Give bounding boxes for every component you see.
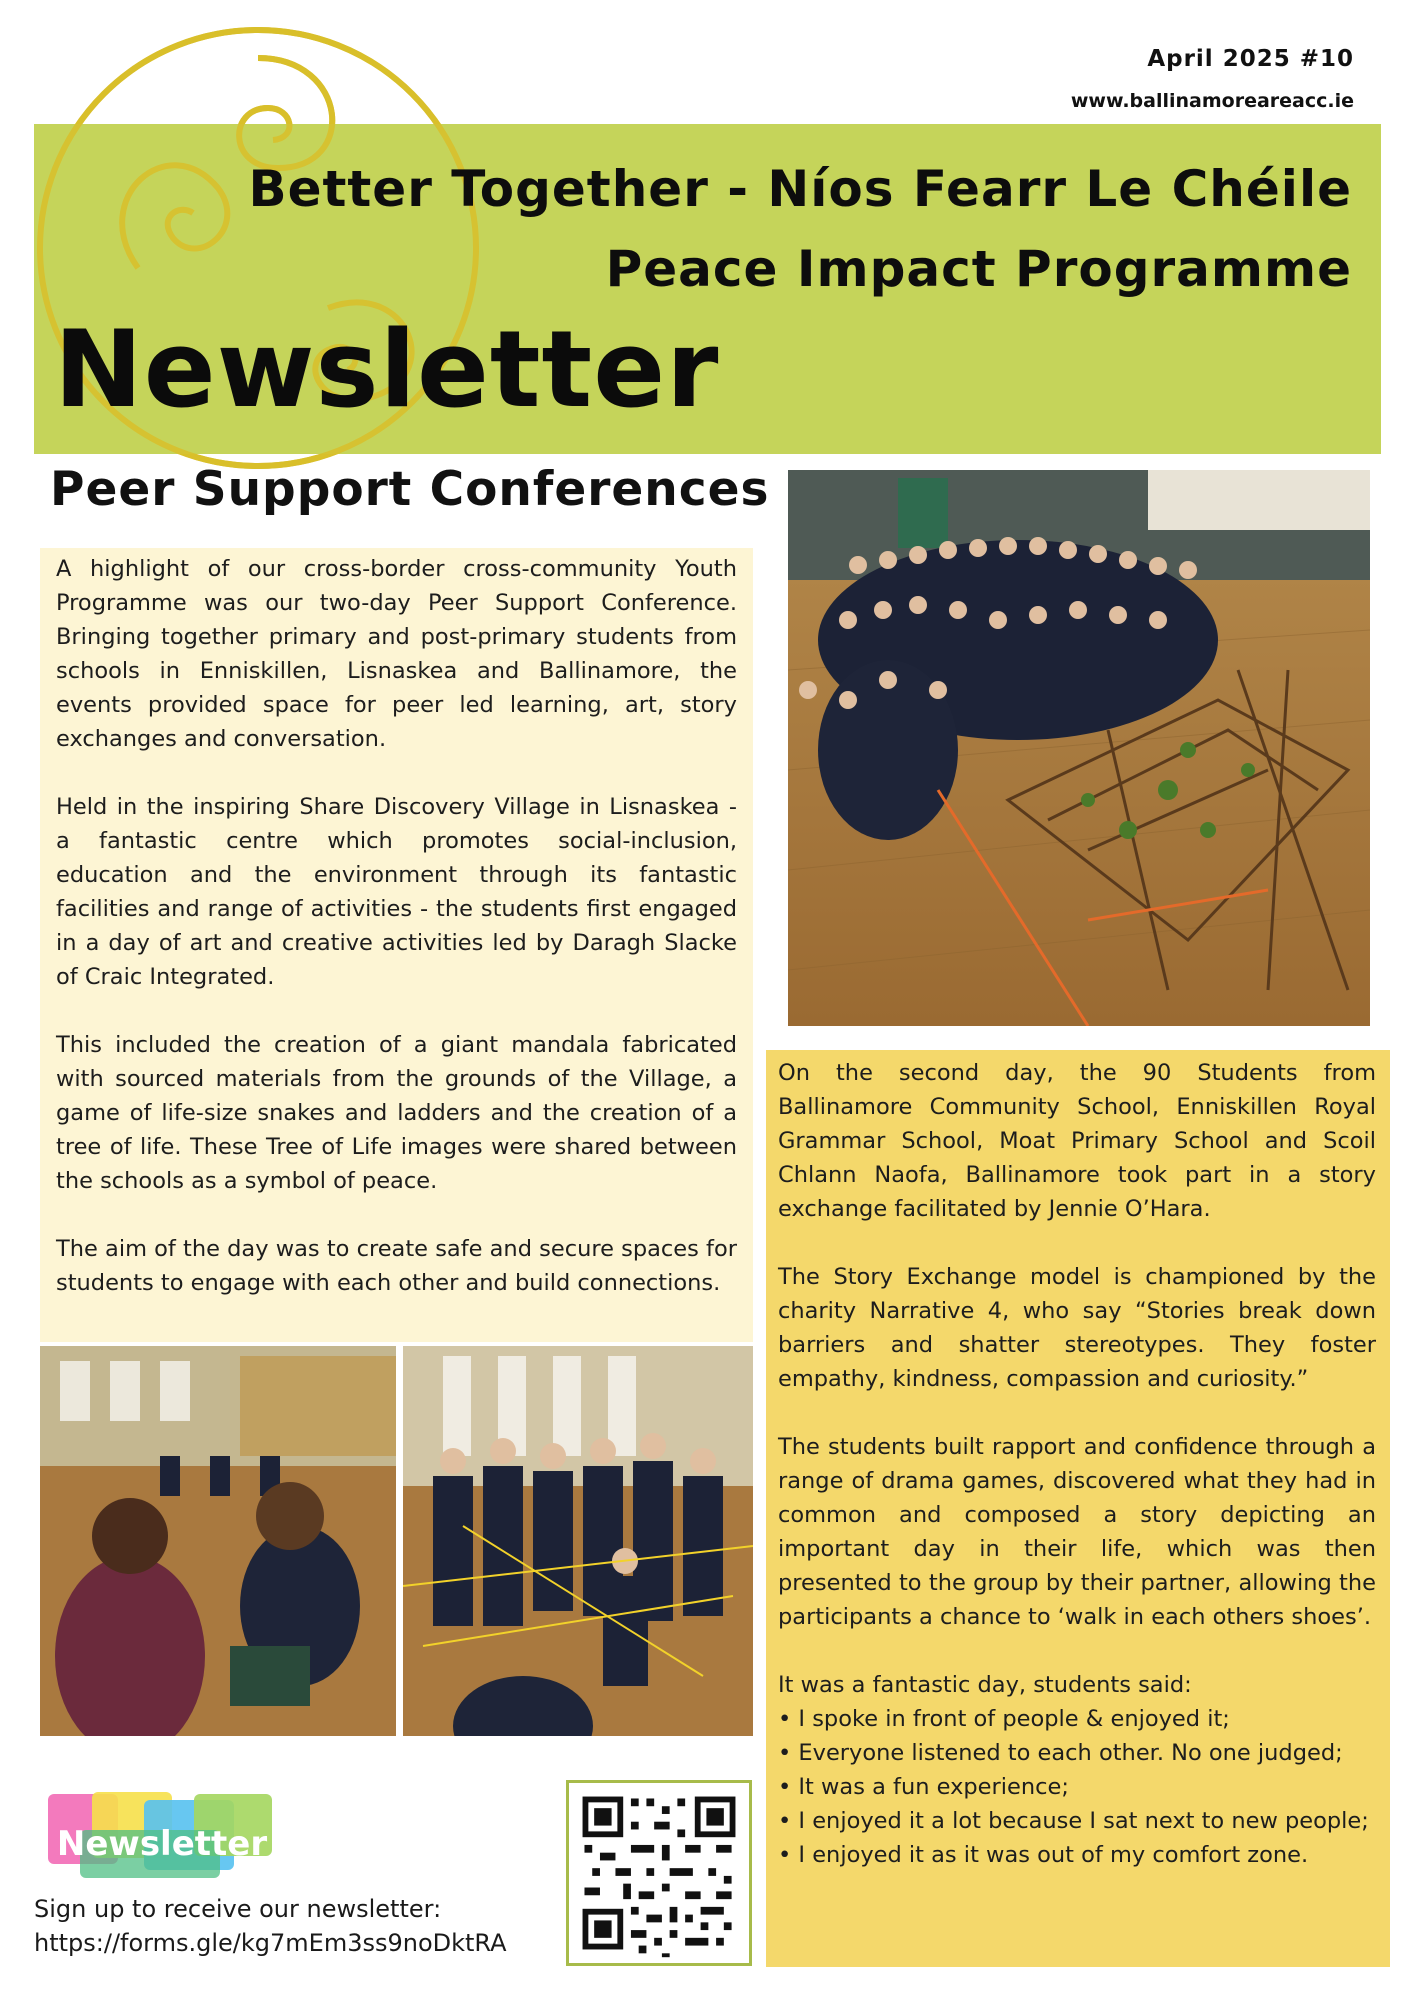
left-article-box — [40, 548, 753, 1342]
website-link[interactable]: www.ballinamoreareacc.ie — [1070, 90, 1354, 112]
left-paragraph-1: A highlight of our cross-border cross-community Youth Programme was our two-day Peer Support Conference. Bringing together primary and post-primary students from schools in Enniskillen, Lisnaskea and Ballinamore, the events provided space for peer led learning, art, story exchanges and conversation. — [56, 556, 737, 752]
right-paragraph-3: The students built rapport and confidence through a range of drama games, discovered what they had in common and composed a story depicting an important day in their life, which was then presented to the group by their partner, allowing the participants a chance to ‘walk in each others shoes’. — [778, 1434, 1376, 1630]
students-string-game-photo — [403, 1346, 753, 1736]
right-article-box — [766, 1050, 1390, 1967]
quote-item: • It was a fun experience; — [778, 1774, 1069, 1800]
student-quotes-list — [778, 1702, 1376, 1872]
quote-item: • I enjoyed it a lot because I sat next to new people; — [778, 1808, 1369, 1834]
quote-item: • Everyone listened to each other. No one judged; — [778, 1740, 1343, 1766]
right-paragraph-1: On the second day, the 90 Students from Ballinamore Community School, Enniskillen Royal Grammar School, Moat Primary School and Scoil Chlann Naofa, Ballinamore took part in a story exchange facilitated by Jennie O’Hara. — [778, 1060, 1376, 1222]
left-paragraph-2: Held in the inspiring Share Discovery Village in Lisnaskea - a fantastic centre which promotes social-inclusion, education and the environment through its fantastic facilities and range of activities - the students first engaged in a day of art and creative activities led by Daragh Slacke of Craic Integrated. — [56, 794, 737, 990]
signup-label: Sign up to receive our newsletter: — [34, 1895, 442, 1923]
quote-item: • I spoke in front of people & enjoyed it; — [778, 1706, 1230, 1732]
newsletter-title: Newsletter — [54, 308, 720, 431]
newsletter-bubble-logo — [44, 1790, 284, 1886]
signup-info — [34, 1892, 507, 1960]
title-line-2: Peace Impact Programme — [605, 240, 1352, 298]
title-line-1: Better Together - Níos Fearr Le Chéile — [248, 160, 1352, 218]
quote-item: • I enjoyed it as it was out of my comfort zone. — [778, 1842, 1309, 1868]
right-paragraph-2: The Story Exchange model is championed by the charity Narrative 4, who say “Stories break down barriers and shatter stereotypes. They foster empathy, kindness, compassion and curiosity.” — [778, 1264, 1376, 1392]
group-photo-mandala — [788, 470, 1370, 1026]
newsletter-logo-text: Newsletter — [56, 1824, 268, 1864]
left-paragraph-3: This included the creation of a giant mandala fabricated with sourced materials from the grounds of the Village, a game of life-size snakes and ladders and the creation of a tree of life. These Tree of Life images were shared between the schools as a symbol of peace. — [56, 1032, 737, 1194]
issue-label: April 2025 #10 — [1147, 46, 1354, 72]
students-seated-photo — [40, 1346, 396, 1736]
left-paragraph-4: The aim of the day was to create safe and secure spaces for students to engage with each other and build connections. — [56, 1236, 737, 1296]
signup-link[interactable]: https://forms.gle/kg7mEm3ss9noDktRA — [34, 1929, 507, 1957]
section-heading: Peer Support Conferences — [50, 462, 770, 517]
student-quotes-intro: It was a fantastic day, students said: — [778, 1672, 1192, 1698]
signup-qr-code[interactable] — [566, 1780, 752, 1966]
